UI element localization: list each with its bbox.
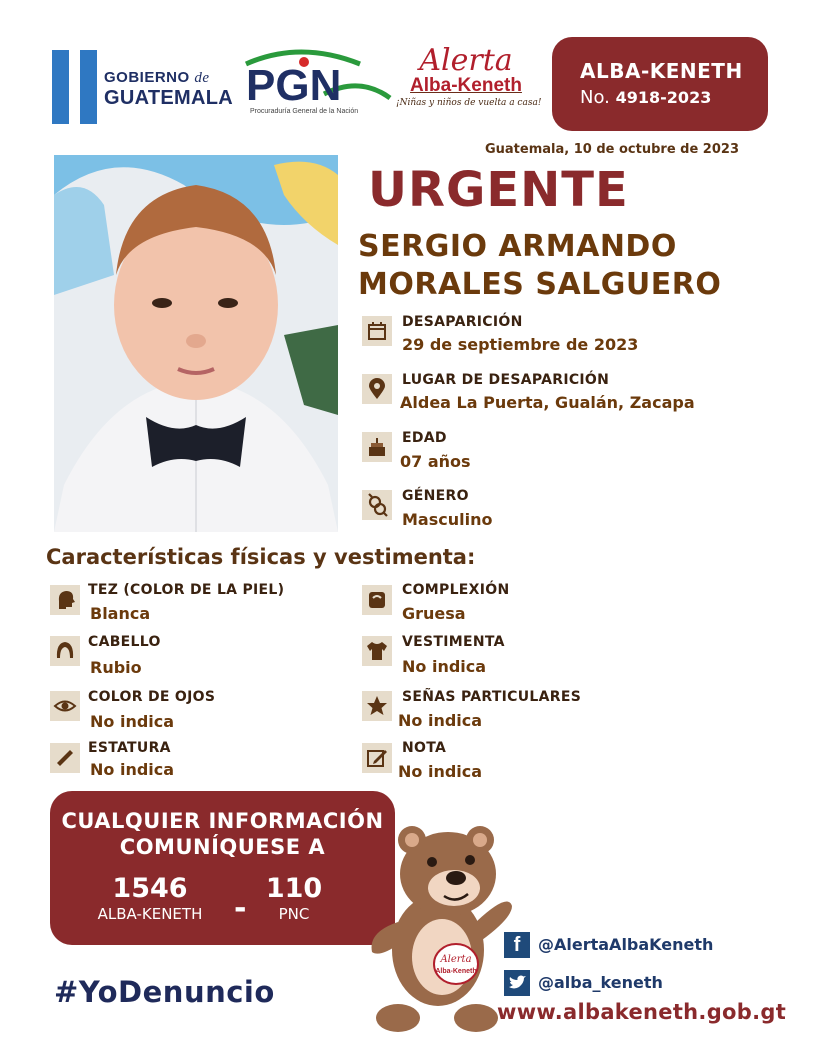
detail-value-genero: Masculino (402, 510, 493, 529)
alerta-name: Alba-Keneth (410, 75, 522, 96)
char-value-complexion: Gruesa (402, 604, 466, 623)
alerta-word: Alerta (419, 43, 513, 78)
hair-icon (50, 636, 80, 666)
mascot-badge-name: Alba-Keneth (435, 968, 477, 975)
cake-icon (362, 432, 392, 462)
case-no-prefix: No. (580, 87, 610, 108)
char-value-nota: No indica (398, 762, 483, 781)
char-label-nota: NOTA (402, 740, 447, 756)
case-number: 4918-2023 (615, 88, 712, 107)
detail-label-lugar: LUGAR DE DESAPARICIÓN (402, 372, 610, 388)
char-value-vestimenta: No indica (402, 657, 487, 676)
detail-label-edad: EDAD (402, 430, 447, 446)
gobierno-line1: GOBIERNO (104, 69, 190, 86)
eye-icon (50, 691, 80, 721)
pgn-logo-text: PGN (246, 61, 342, 110)
char-label-complexion: COMPLEXIÓN (402, 582, 510, 598)
case-title: ALBA-KENETH (580, 59, 743, 83)
char-label-senas: SEÑAS PARTICULARES (402, 689, 582, 705)
case-number-box (552, 37, 768, 131)
star-icon (362, 691, 392, 721)
detail-value-desaparicion: 29 de septiembre de 2023 (402, 335, 639, 354)
photo-illustration (54, 155, 338, 532)
gender-icon (362, 490, 392, 520)
char-value-ojos: No indica (90, 712, 175, 731)
char-label-tez: TEZ (COLOR DE LA PIEL) (88, 582, 285, 598)
detail-value-edad: 07 años (400, 452, 471, 471)
char-value-senas: No indica (398, 711, 483, 730)
hashtag: #YoDenuncio (54, 975, 275, 1009)
cta-line1: CUALQUIER INFORMACIÓN (61, 809, 384, 833)
facebook-handle[interactable]: @AlertaAlbaKeneth (538, 935, 714, 954)
calendar-icon (362, 316, 392, 346)
twitter-handle[interactable]: @alba_keneth (538, 973, 663, 992)
ruler-icon (50, 743, 80, 773)
alerta-alba-keneth-logo (396, 43, 542, 108)
phone-label-pnc: PNC (278, 905, 310, 923)
teddy-bear-mascot (358, 822, 518, 1037)
phone-label-alba-keneth: ALBA-KENETH (97, 905, 203, 923)
char-value-tez: Blanca (90, 604, 151, 623)
missing-person-name (358, 228, 721, 304)
gobierno-bar-left (52, 50, 69, 124)
char-label-estatura: ESTATURA (88, 740, 171, 756)
shirt-icon (362, 636, 392, 666)
gobierno-logo-bars (52, 50, 98, 124)
char-label-cabello: CABELLO (88, 634, 161, 650)
scale-icon (362, 585, 392, 615)
note-edit-icon (362, 743, 392, 773)
detail-label-desaparicion: DESAPARICIÓN (402, 314, 523, 330)
facebook-icon[interactable]: f (504, 932, 530, 958)
cta-line2: COMUNÍQUESE A (119, 835, 326, 859)
alerta-tagline: ¡Niñas y niños de vuelta a casa! (396, 98, 542, 108)
detail-value-lugar: Aldea La Puerta, Gualán, Zacapa (400, 393, 695, 412)
phone-number-alba-keneth: 1546 (112, 873, 188, 904)
char-label-ojos: COLOR DE OJOS (88, 689, 216, 705)
gobierno-de: de (194, 70, 210, 86)
detail-label-genero: GÉNERO (402, 488, 469, 504)
char-value-cabello: Rubio (90, 658, 142, 677)
phone-number-pnc: 110 (265, 873, 323, 904)
characteristics-heading: Características físicas y vestimenta: (46, 545, 476, 569)
gobierno-bar-right (80, 50, 97, 124)
pgn-subtitle: Procuraduría General de la Nación (250, 108, 359, 115)
issue-date: Guatemala, 10 de octubre de 2023 (484, 142, 739, 157)
twitter-icon[interactable] (504, 970, 530, 996)
mascot-badge-word: Alerta (440, 954, 472, 965)
head-profile-icon (50, 585, 80, 615)
char-label-vestimenta: VESTIMENTA (402, 634, 505, 650)
name-line2: MORALES SALGUERO (358, 267, 722, 302)
name-line1: SERGIO ARMANDO (358, 229, 677, 264)
urgency-heading: URGENTE (368, 162, 629, 218)
gobierno-logo-text (104, 70, 233, 108)
phone-separator: - (234, 891, 247, 926)
missing-person-photo (54, 155, 338, 532)
website-link[interactable]: www.albakeneth.gob.gt (497, 1000, 787, 1024)
gobierno-line2: GUATEMALA (104, 87, 233, 109)
contact-info-box (50, 791, 395, 945)
char-value-estatura: No indica (90, 760, 175, 779)
location-pin-icon (362, 374, 392, 404)
